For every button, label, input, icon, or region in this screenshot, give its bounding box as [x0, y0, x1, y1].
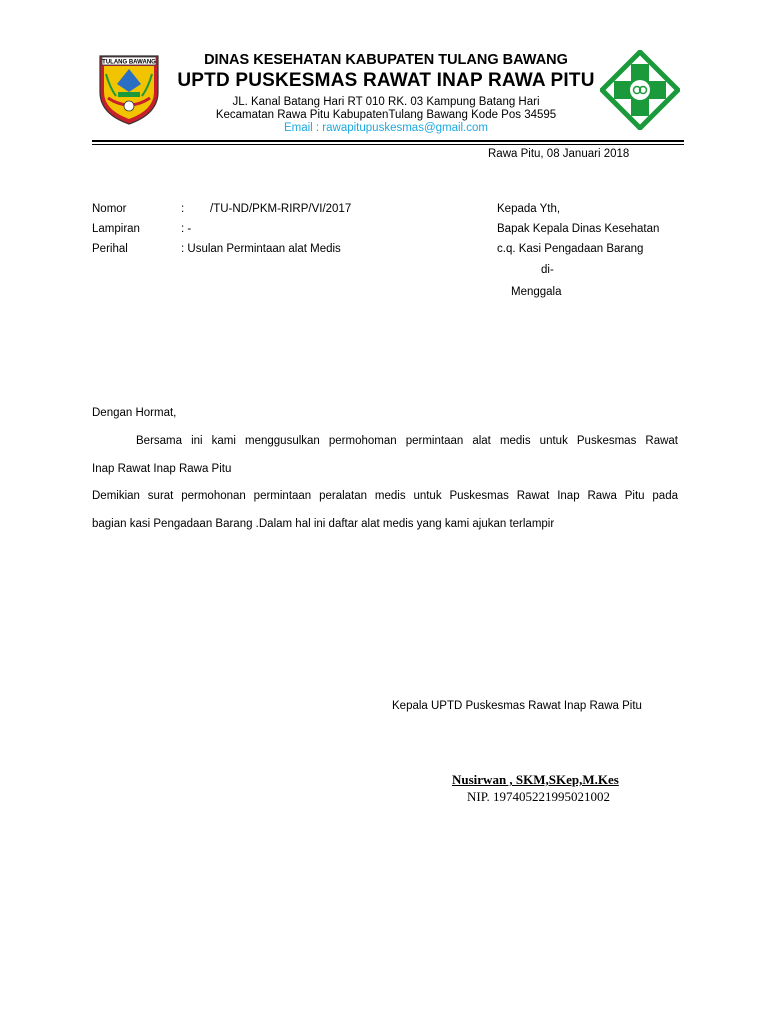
header-rule-thin: [92, 144, 684, 145]
agency-name: DINAS KESEHATAN KABUPATEN TULANG BAWANG: [204, 52, 568, 68]
recipient-line-3: c.q. Kasi Pengadaan Barang: [497, 243, 644, 255]
paragraph-1-line-1: Bersama ini kami menggusulkan permohoman permintaan alat medis untuk Puskesmas Rawat: [136, 435, 678, 447]
nomor-value: /TU-ND/PKM-RIRP/VI/2017: [210, 203, 352, 215]
lampiran-value: : -: [181, 223, 192, 235]
tulang-bawang-emblem: [96, 54, 162, 126]
signatory-name: Nusirwan , SKM,SKep,M.Kes: [452, 772, 619, 787]
lampiran-label: Lampiran: [92, 223, 140, 235]
paragraph-1-line-2: Inap Rawat Inap Rawa Pitu: [92, 463, 232, 475]
recipient-line-2: Bapak Kepala Dinas Kesehatan: [497, 223, 660, 235]
recipient-line-4: di-: [541, 264, 554, 276]
institution-name: UPTD PUSKESMAS RAWAT INAP RAWA PITU: [177, 70, 595, 91]
paragraph-2-line-1: Demikian surat permohonan permintaan peralatan medis untuk Puskesmas Rawat Inap Rawa Pitu pada: [92, 490, 678, 502]
recipient-line-1: Kepada Yth,: [497, 203, 561, 215]
greeting: Dengan Hormat,: [92, 407, 177, 419]
emblem-text: TULANG BAWANG: [102, 59, 156, 66]
signatory-nip: NIP. 197405221995021002: [467, 789, 611, 804]
address-line-1: JL. Kanal Batang Hari RT 010 RK. 03 Kampung Batang Hari: [232, 96, 540, 108]
email-line: Email : rawapitupuskesmas@gmail.com: [283, 122, 489, 134]
date-place: Rawa Pitu, 08 Januari 2018: [488, 148, 630, 160]
perihal-label: Perihal: [92, 243, 128, 255]
nomor-sep: :: [181, 203, 185, 215]
perihal-value: : Usulan Permintaan alat Medis: [181, 243, 341, 255]
address-line-2: Kecamatan Rawa Pitu KabupatenTulang Bawang Kode Pos 34595: [215, 109, 557, 121]
header-rule-thick: [92, 140, 684, 142]
recipient-line-5: Menggala: [511, 286, 562, 298]
puskesmas-logo: [600, 50, 680, 130]
signature-title: Kepala UPTD Puskesmas Rawat Inap Rawa Pitu: [392, 700, 642, 712]
nomor-label: Nomor: [92, 203, 127, 215]
paragraph-2-line-2: bagian kasi Pengadaan Barang .Dalam hal ini daftar alat medis yang kami ajukan terlampir: [92, 518, 555, 530]
